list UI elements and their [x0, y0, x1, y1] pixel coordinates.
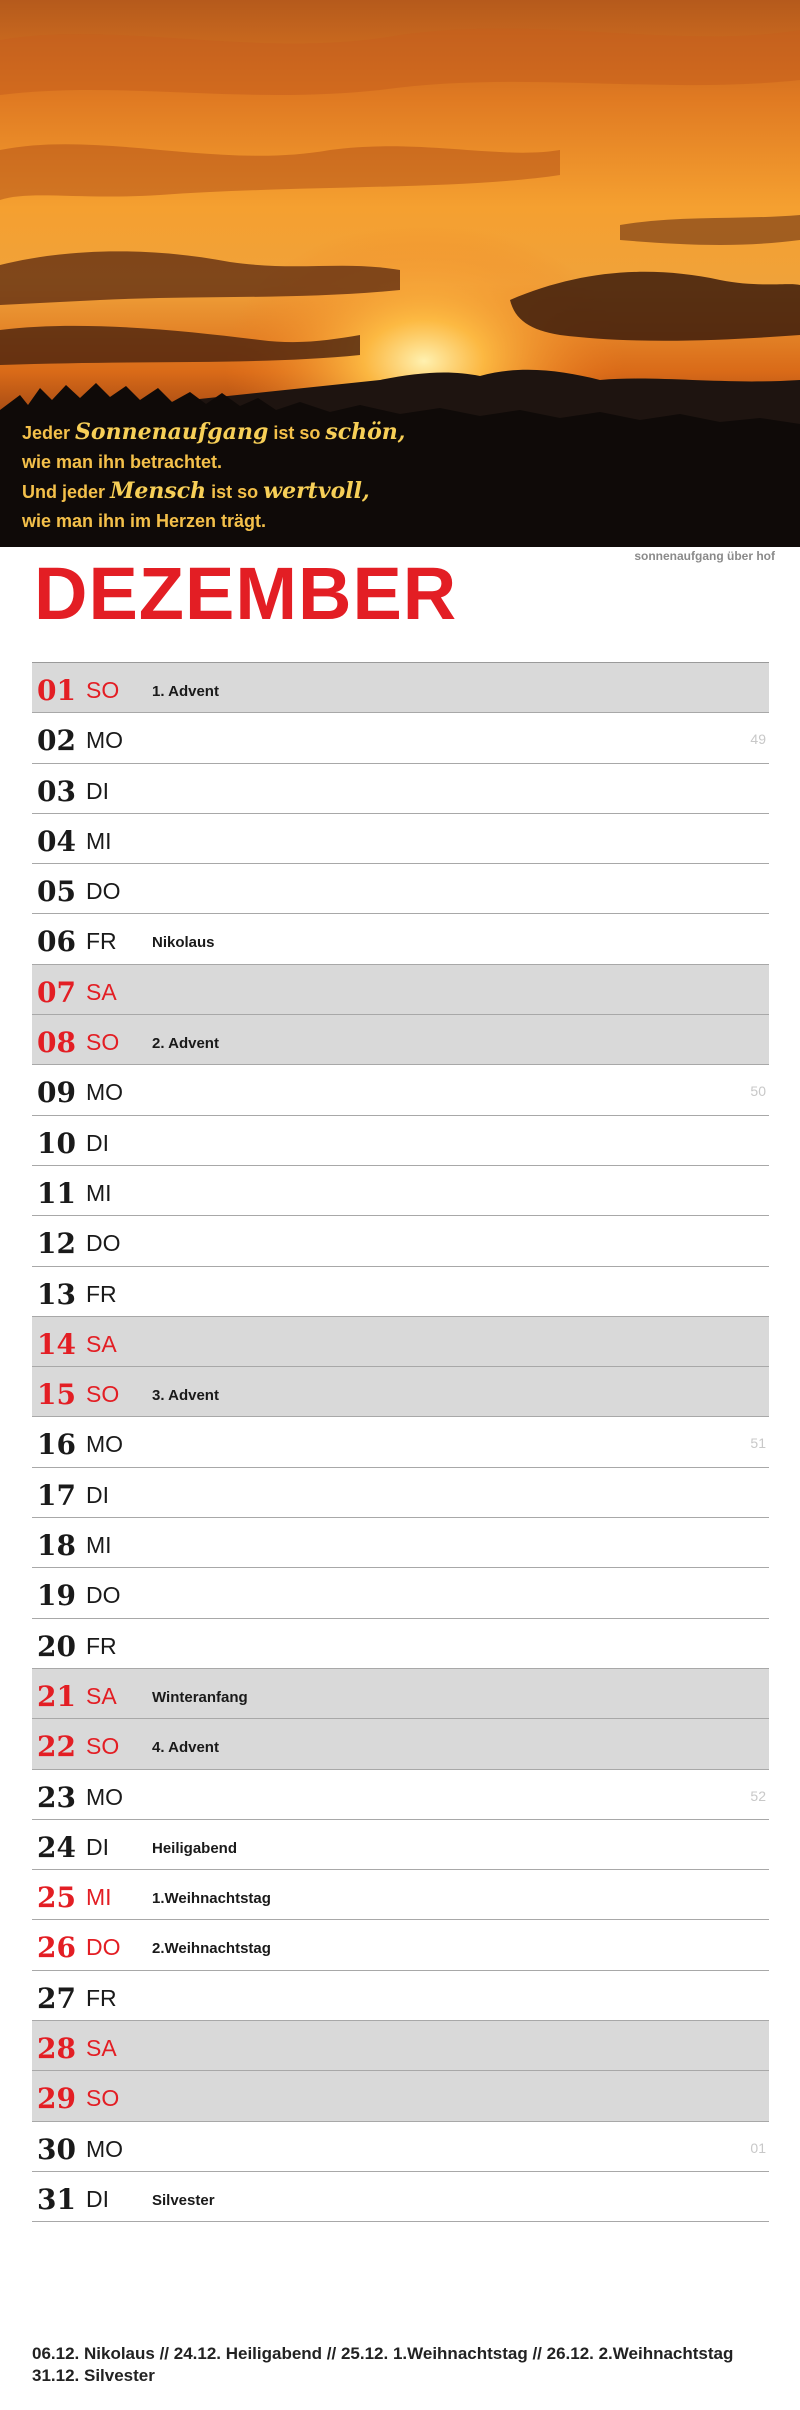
day-row — [32, 1367, 769, 1417]
day-number: 02 — [37, 724, 76, 758]
day-row — [32, 1116, 769, 1166]
photo-credit: sonnenaufgang über hof — [634, 549, 775, 563]
footer-line-2: 31.12. Silvester — [32, 2366, 155, 2385]
day-number: 08 — [37, 1026, 76, 1060]
weekday: FR — [86, 1984, 117, 2011]
day-table — [32, 662, 769, 2222]
footer-line-1: 06.12. Nikolaus // 24.12. Heiligabend // 25.12. 1.Weihnachtstag // 26.12. 2.Weihnachtstag — [32, 2344, 734, 2363]
day-row — [32, 1971, 769, 2021]
day-number: 16 — [37, 1428, 76, 1462]
day-row — [32, 713, 769, 763]
week-number: 49 — [750, 731, 766, 748]
day-number: 25 — [37, 1881, 76, 1915]
weekday: MI — [86, 1884, 112, 1911]
day-number: 31 — [37, 2182, 76, 2216]
day-number: 21 — [37, 1679, 76, 1713]
day-number: 11 — [37, 1176, 76, 1210]
weekday: SA — [86, 978, 117, 1005]
day-row — [32, 1920, 769, 1970]
day-number: 10 — [37, 1126, 76, 1160]
quote-script-word: Sonnenaufgang — [75, 419, 269, 445]
day-row — [32, 965, 769, 1015]
day-row — [32, 1870, 769, 1920]
day-number: 09 — [37, 1076, 76, 1110]
day-event: 2. Advent — [152, 1035, 219, 1053]
day-number: 15 — [37, 1378, 76, 1412]
day-row — [32, 2172, 769, 2222]
day-row — [32, 864, 769, 914]
weekday: FR — [86, 1280, 117, 1307]
day-number: 29 — [37, 2082, 76, 2116]
day-row — [32, 2071, 769, 2121]
day-number: 19 — [37, 1579, 76, 1613]
day-number: 03 — [37, 774, 76, 808]
header-photo — [0, 0, 800, 547]
week-number: 52 — [750, 1787, 766, 1804]
weekday: DI — [86, 1833, 109, 1860]
quote-text: ist so — [268, 423, 326, 443]
day-number: 18 — [37, 1529, 76, 1563]
day-row — [32, 1770, 769, 1820]
day-event: Heiligabend — [152, 1839, 238, 1857]
day-row — [32, 1820, 769, 1870]
week-number: 51 — [750, 1435, 766, 1452]
day-number: 28 — [37, 2032, 76, 2066]
day-row — [32, 663, 769, 713]
day-number: 13 — [37, 1277, 76, 1311]
day-number: 01 — [37, 674, 76, 707]
day-row — [32, 1669, 769, 1719]
day-row — [32, 2122, 769, 2172]
weekday: SA — [86, 1682, 117, 1709]
weekday: MI — [86, 1179, 112, 1206]
weekday: DI — [86, 1129, 109, 1156]
day-row — [32, 1719, 769, 1769]
weekday: DI — [86, 2185, 109, 2212]
quote-script-word: schön, — [325, 419, 406, 445]
day-row — [32, 1417, 769, 1467]
weekday: DO — [86, 1582, 121, 1609]
weekday: SO — [86, 1029, 120, 1056]
day-event: Silvester — [152, 2191, 215, 2209]
day-number: 27 — [37, 1981, 76, 2015]
month-title: DEZEMBER — [34, 552, 458, 635]
weekday: MI — [86, 1532, 112, 1559]
weekday: SA — [86, 1330, 117, 1357]
weekday: DO — [86, 1934, 121, 1961]
week-number: 50 — [750, 1083, 766, 1100]
day-row — [32, 1317, 769, 1367]
day-row — [32, 1166, 769, 1216]
quote-line-3 — [22, 477, 405, 507]
day-row — [32, 1267, 769, 1317]
quote-line-1 — [22, 418, 405, 448]
quote-line-4: wie man ihn im Herzen trägt. — [22, 511, 267, 531]
weekday: DI — [86, 1481, 109, 1508]
weekday: SO — [86, 2085, 120, 2112]
weekday: SA — [86, 2035, 117, 2062]
day-row — [32, 1015, 769, 1065]
day-number: 04 — [37, 824, 76, 858]
quote-text: Jeder — [22, 423, 76, 443]
day-row — [32, 1468, 769, 1518]
day-number: 22 — [37, 1730, 76, 1764]
quote-script-word: wertvoll, — [263, 478, 370, 504]
weekday: DO — [86, 878, 121, 905]
day-number: 30 — [37, 2132, 76, 2166]
weekday: SO — [86, 677, 120, 703]
weekday: MO — [86, 1079, 124, 1106]
quote-line-2: wie man ihn betrachtet. — [22, 452, 223, 472]
day-row — [32, 1065, 769, 1115]
day-event: 4. Advent — [152, 1739, 219, 1757]
quote-text: Und jeder — [22, 482, 111, 502]
day-row — [32, 1568, 769, 1618]
day-row — [32, 814, 769, 864]
weekday: DI — [86, 777, 109, 804]
day-number: 14 — [37, 1327, 76, 1361]
weekday: MO — [86, 1431, 124, 1458]
week-number: 01 — [750, 2139, 766, 2156]
day-number: 17 — [37, 1478, 76, 1512]
day-row — [32, 2021, 769, 2071]
day-row — [32, 764, 769, 814]
quote-script-word: Mensch — [110, 478, 207, 504]
day-event: 1.Weihnachtstag — [152, 1890, 271, 1908]
weekday: DO — [86, 1230, 121, 1257]
day-row — [32, 914, 769, 964]
day-number: 23 — [37, 1780, 76, 1814]
day-row — [32, 1518, 769, 1568]
weekday: FR — [86, 928, 117, 955]
day-row — [32, 1619, 769, 1669]
day-row — [32, 1216, 769, 1266]
weekday: SO — [86, 1381, 120, 1408]
weekday: MI — [86, 827, 112, 854]
weekday: MO — [86, 727, 124, 754]
day-number: 20 — [37, 1629, 76, 1663]
day-number: 12 — [37, 1227, 76, 1261]
day-number: 24 — [37, 1830, 76, 1864]
holiday-footer — [32, 2343, 733, 2387]
weekday: MO — [86, 1783, 124, 1810]
day-event: 2.Weihnachtstag — [152, 1940, 271, 1958]
day-event: Nikolaus — [152, 934, 215, 952]
day-number: 26 — [37, 1931, 76, 1965]
day-event: 1. Advent — [152, 683, 219, 700]
weekday: SO — [86, 1733, 120, 1760]
day-event: 3. Advent — [152, 1387, 219, 1405]
quote — [22, 418, 405, 536]
day-number: 06 — [37, 925, 76, 959]
day-event: Winteranfang — [152, 1688, 248, 1706]
day-number: 07 — [37, 975, 76, 1009]
day-number: 05 — [37, 875, 76, 909]
weekday: FR — [86, 1632, 117, 1659]
weekday: MO — [86, 2135, 124, 2162]
quote-text: ist so — [206, 482, 264, 502]
